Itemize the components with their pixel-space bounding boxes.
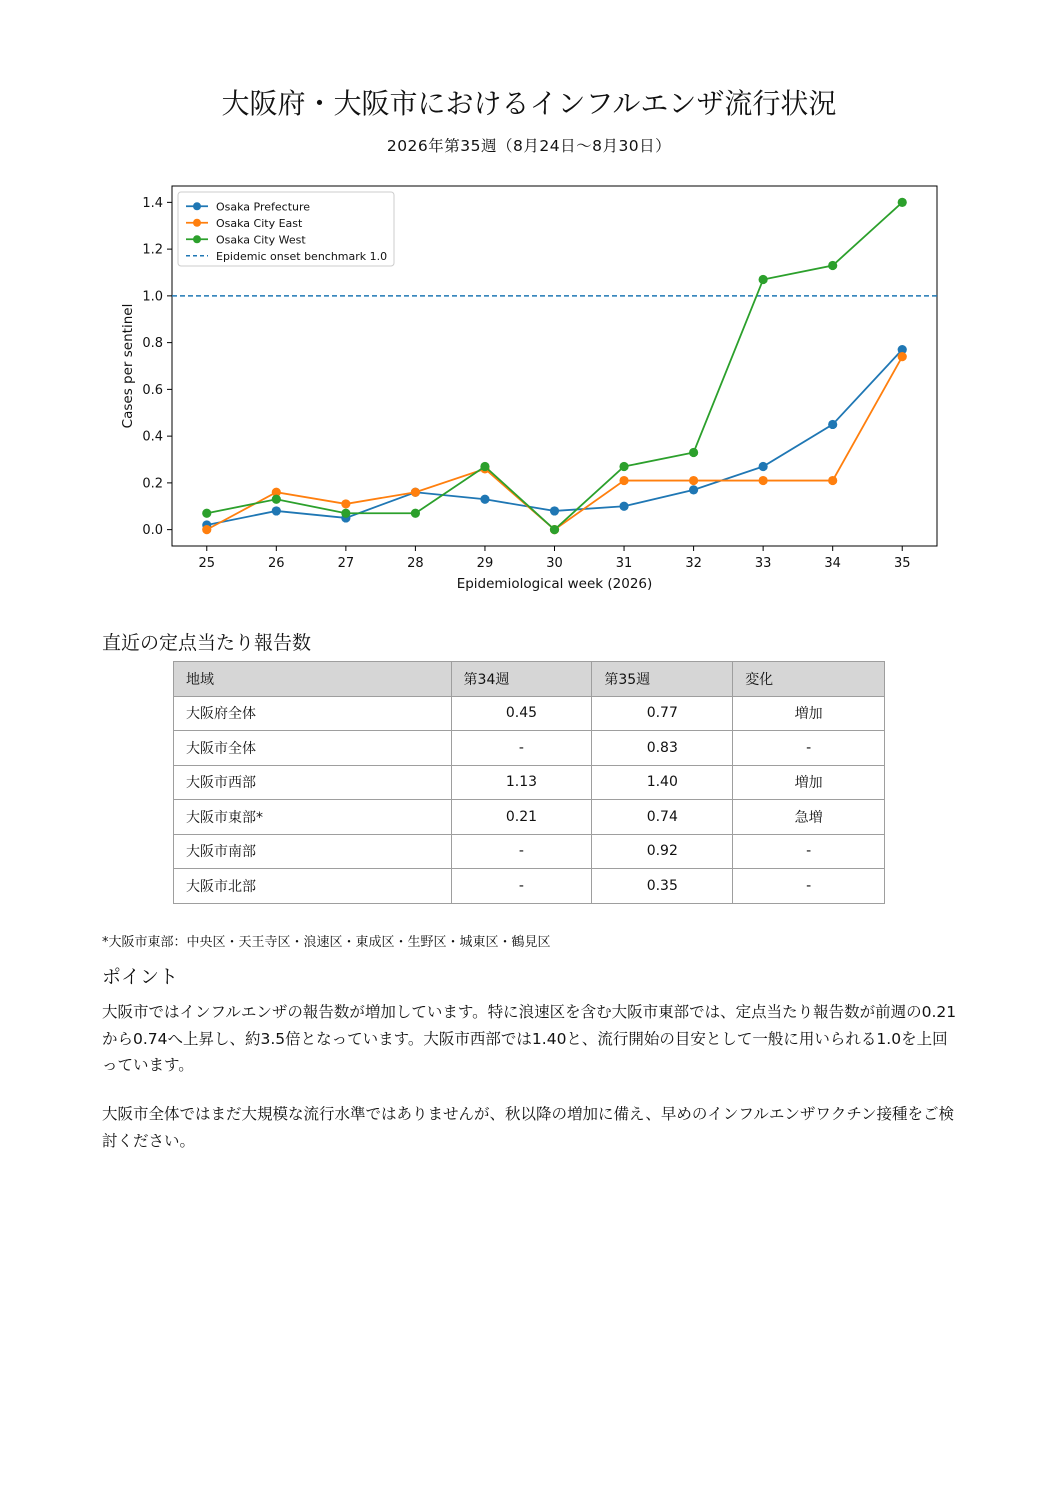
influenza-line-chart	[108, 178, 948, 598]
cell-region: 大阪市南部	[174, 834, 452, 869]
x-tick-label: 28	[407, 556, 424, 571]
table-row	[174, 834, 885, 869]
points-heading: ポイント	[102, 966, 179, 988]
table-row	[174, 731, 885, 766]
data-point-osaka-prefecture	[619, 502, 628, 511]
data-point-osaka-city-west	[202, 509, 211, 518]
x-tick-label: 33	[754, 556, 772, 571]
cell-week35: 0.35	[592, 869, 733, 904]
cell-week34: 1.13	[451, 765, 592, 800]
series-line-osaka-city-east	[207, 357, 902, 530]
legend-marker	[193, 202, 201, 210]
cell-region: 大阪市東部*	[174, 800, 452, 835]
x-axis-label: Epidemiological week (2026)	[456, 576, 653, 592]
header-region: 地域	[174, 662, 452, 697]
x-tick-label: 27	[337, 556, 355, 571]
table-header-row	[174, 662, 885, 697]
y-tick-label: 1.0	[142, 289, 163, 305]
x-tick-label: 30	[546, 556, 563, 571]
data-point-osaka-city-east	[828, 476, 837, 485]
data-point-osaka-city-west	[411, 509, 420, 518]
data-point-osaka-prefecture	[550, 506, 559, 515]
x-tick-label: 32	[685, 556, 702, 571]
data-point-osaka-city-west	[341, 509, 350, 518]
data-point-osaka-city-west	[550, 525, 559, 534]
cell-region: 大阪市北部	[174, 869, 452, 904]
cell-week34: -	[451, 869, 592, 904]
cell-week35: 0.92	[592, 834, 733, 869]
data-point-osaka-prefecture	[272, 506, 281, 515]
page-title: 大阪府・大阪市におけるインフルエンザ流行状況	[221, 87, 837, 120]
legend-marker	[193, 235, 201, 243]
cell-week34: 0.45	[451, 696, 592, 731]
cell-change: 急増	[733, 800, 885, 835]
data-point-osaka-city-west	[689, 448, 698, 457]
data-point-osaka-city-east	[759, 476, 768, 485]
page-subtitle: 2026年第35週（8月24日～8月30日）	[386, 137, 672, 155]
x-tick-label: 34	[824, 556, 841, 571]
x-tick-label: 29	[476, 556, 494, 571]
y-tick-label: 0.2	[142, 476, 163, 492]
x-tick-label: 31	[615, 556, 633, 571]
table-heading: 直近の定点当たり報告数	[102, 632, 312, 654]
table-row	[174, 869, 885, 904]
y-tick-label: 0.4	[142, 429, 163, 445]
cell-change: -	[733, 834, 885, 869]
data-point-osaka-city-west	[828, 261, 837, 270]
data-point-osaka-city-east	[341, 499, 350, 508]
cell-region: 大阪市全体	[174, 731, 452, 766]
y-tick-label: 1.4	[142, 195, 163, 211]
x-tick-label: 26	[268, 556, 285, 571]
report-table	[173, 661, 885, 904]
cell-week35: 1.40	[592, 765, 733, 800]
cell-region: 大阪市西部	[174, 765, 452, 800]
legend-label: Osaka Prefecture	[216, 200, 311, 214]
x-tick-label: 35	[893, 556, 911, 571]
data-point-osaka-city-west	[272, 495, 281, 504]
data-point-osaka-city-west	[898, 198, 907, 207]
legend-marker	[193, 219, 201, 227]
data-point-osaka-city-west	[480, 462, 489, 471]
data-point-osaka-city-east	[689, 476, 698, 485]
y-axis-label: Cases per sentinel	[120, 303, 136, 429]
cell-change: 増加	[733, 696, 885, 731]
cell-week35: 0.77	[592, 696, 733, 731]
y-tick-label: 0.8	[142, 336, 163, 352]
data-point-osaka-prefecture	[689, 485, 698, 494]
cell-week35: 0.83	[592, 731, 733, 766]
data-point-osaka-prefecture	[759, 462, 768, 471]
legend-label: Epidemic onset benchmark 1.0	[216, 249, 388, 263]
cell-week34: 0.21	[451, 800, 592, 835]
data-point-osaka-prefecture	[828, 420, 837, 429]
table-row	[174, 696, 885, 731]
cell-week35: 0.74	[592, 800, 733, 835]
table-row	[174, 765, 885, 800]
y-tick-label: 0.6	[142, 382, 163, 398]
header-week34: 第34週	[451, 662, 592, 697]
data-point-osaka-city-west	[759, 275, 768, 284]
x-tick-label: 25	[198, 556, 216, 571]
y-tick-label: 1.2	[142, 242, 163, 258]
cell-change: -	[733, 731, 885, 766]
y-tick-label: 0.0	[142, 523, 163, 539]
data-point-osaka-city-east	[898, 352, 907, 361]
cell-region: 大阪府全体	[174, 696, 452, 731]
legend-label: Osaka City East	[216, 216, 303, 230]
legend-label: Osaka City West	[216, 233, 306, 247]
data-point-osaka-prefecture	[480, 495, 489, 504]
cell-week34: -	[451, 731, 592, 766]
points-paragraph: 大阪市ではインフルエンザの報告数が増加しています。特に浪速区を含む大阪市東部では、定点当たり報告数が前週の0.21から0.74へ上昇し、約3.5倍となっています。大阪市西部では1.40と、流行開始の目安として一般に用いられる1.0を上回っています。	[102, 1003, 957, 1074]
footnote: *大阪市東部：中央区・天王寺区・浪速区・東成区・生野区・城東区・鶴見区	[102, 935, 551, 950]
data-point-osaka-city-west	[619, 462, 628, 471]
header-change: 変化	[733, 662, 885, 697]
table-row	[174, 800, 885, 835]
cell-change: -	[733, 869, 885, 904]
points-paragraph: 大阪市全体ではまだ大規模な流行水準ではありませんが、秋以降の増加に備え、早めのインフルエンザワクチン接種をご検討ください。	[102, 1105, 955, 1150]
data-point-osaka-city-east	[202, 525, 211, 534]
cell-week34: -	[451, 834, 592, 869]
cell-change: 増加	[733, 765, 885, 800]
header-week35: 第35週	[592, 662, 733, 697]
data-point-osaka-city-east	[619, 476, 628, 485]
data-point-osaka-city-east	[411, 488, 420, 497]
